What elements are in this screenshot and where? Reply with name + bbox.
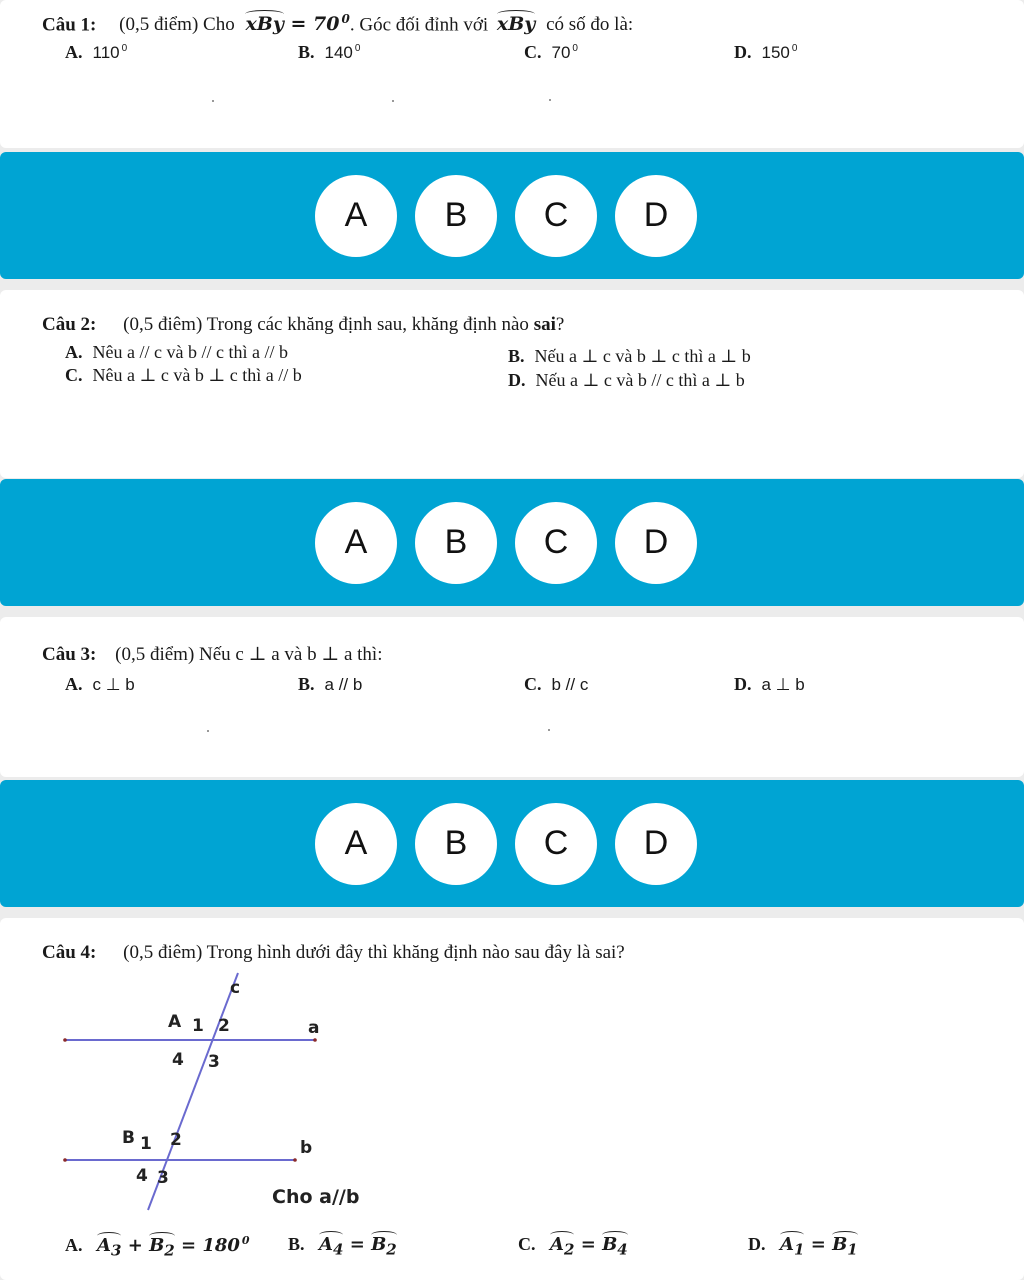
line-b-end-right — [293, 1158, 297, 1162]
label-point-a: A — [168, 1012, 182, 1032]
answer-b-button[interactable]: B — [415, 502, 497, 584]
line-a-end-right — [313, 1038, 317, 1042]
label-line-a: a — [308, 1018, 320, 1038]
label-b1: 1 — [140, 1134, 152, 1154]
answer-band-2 — [0, 479, 1024, 606]
question-1-text: (0,5 điểm) Cho — [119, 14, 235, 36]
answer-a-button[interactable]: A — [315, 502, 397, 584]
question-4-title — [42, 942, 625, 964]
q4-option-a: A. $A_3 + B_2 = 180$ $^0$ — [65, 1234, 250, 1260]
angle-xby: xBy — [245, 13, 284, 36]
q4-option-c: C. $A_2 = B_4$ — [518, 1234, 628, 1259]
q1-option-b: B. 140 $^0$ — [298, 42, 361, 62]
question-1-title — [42, 12, 633, 36]
question-1-card — [0, 0, 1024, 148]
line-b-end-left — [63, 1158, 67, 1162]
line-a-end-left — [63, 1038, 67, 1042]
q4-option-b: B. $A_4 = B_2$ — [288, 1234, 397, 1259]
degree-sup: 0 — [341, 12, 350, 26]
question-1-number: Câu 1: — [42, 14, 97, 36]
q3-option-a: A. c ⊥ b — [65, 674, 135, 694]
question-3-card — [0, 617, 1024, 777]
label-b2: 2 — [170, 1130, 182, 1150]
q1-option-d: D. 150 $^0$ — [734, 42, 798, 62]
question-3-text: (0,5 điểm) Nếu c ⊥ a và b ⊥ a thì: — [115, 644, 383, 665]
question-1-text-end: có số đo là: — [546, 14, 634, 36]
answer-a-button[interactable]: A — [315, 803, 397, 885]
label-a3: 3 — [208, 1052, 220, 1072]
q1-option-a: A. 110 $^0$ — [65, 42, 128, 62]
angle-xby-2: xBy — [496, 13, 536, 36]
q1-option-c: C. 70 $^0$ — [524, 42, 578, 62]
question-4-number: Câu 4: — [42, 942, 97, 963]
figure-svg — [60, 970, 380, 1215]
answer-d-button[interactable]: D — [615, 803, 697, 885]
q4-option-d: D. $A_1 = B_1$ — [748, 1234, 858, 1259]
label-line-b: b — [300, 1138, 313, 1158]
question-4-text: (0,5 điêm) Trong hình dưới đây thì khăng định nào sau đây là sai? — [123, 942, 625, 963]
question-3-number: Câu 3: — [42, 644, 97, 665]
question-2-card — [0, 290, 1024, 478]
q2-option-a: A. Nêu a // c và b // c thì a // b — [65, 342, 288, 362]
q2-option-d: D. Nếu a ⊥ c và b // c thì a ⊥ b — [508, 370, 745, 390]
figure-caption: Cho a//b — [272, 1186, 360, 1208]
answer-c-button[interactable]: C — [515, 175, 597, 257]
q2-option-b: B. Nếu a ⊥ c và b ⊥ c thì a ⊥ b — [508, 346, 751, 366]
q2-option-c: C. Nêu a ⊥ c và b ⊥ c thì a // b — [65, 365, 302, 385]
answer-d-button[interactable]: D — [615, 175, 697, 257]
q3-option-b: B. a // b — [298, 674, 363, 694]
q3-option-c: C. b // c — [524, 674, 589, 694]
q3-option-d: D. a ⊥ b — [734, 674, 805, 694]
answer-c-button[interactable]: C — [515, 502, 597, 584]
question-3-title — [42, 643, 382, 666]
parallel-lines-figure — [60, 970, 380, 1215]
question-2-number: Câu 2: — [42, 314, 97, 335]
answer-band-3 — [0, 780, 1024, 907]
label-c: c — [230, 978, 241, 998]
label-b3: 3 — [157, 1168, 169, 1188]
label-a4: 4 — [172, 1050, 184, 1070]
label-a1: 1 — [192, 1016, 204, 1036]
question-2-end: ? — [555, 314, 565, 335]
answer-band-1 — [0, 152, 1024, 279]
question-2-bold: sai — [533, 314, 556, 335]
label-a2: 2 — [218, 1016, 230, 1036]
question-2-title — [42, 314, 564, 336]
answer-d-button[interactable]: D — [615, 502, 697, 584]
answer-c-button[interactable]: C — [515, 803, 597, 885]
label-b4: 4 — [136, 1166, 148, 1186]
answer-b-button[interactable]: B — [415, 803, 497, 885]
label-point-b: B — [122, 1128, 135, 1148]
question-1-text-rest: . Góc đối đỉnh với — [349, 14, 489, 36]
question-2-text: (0,5 điêm) Trong các khăng định sau, khăng định nào — [123, 314, 529, 335]
angle-value: = 70 — [290, 13, 340, 36]
answer-b-button[interactable]: B — [415, 175, 497, 257]
answer-a-button[interactable]: A — [315, 175, 397, 257]
